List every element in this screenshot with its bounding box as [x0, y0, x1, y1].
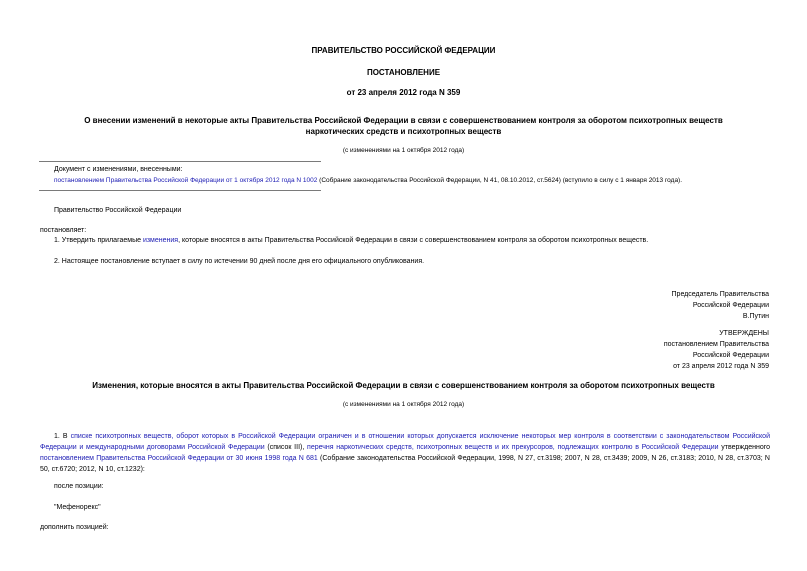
decree-681-link[interactable]: постановлением Правительства Российской Федерации от 30 июня 1998 года N 681 — [40, 455, 318, 462]
changes-paragraph-1: 1. В списке психотропных веществ, оборот которых в Российской Федерации ограничен и в отношении которых допускается исключение некоторых мер контроля в соответствии с законодательством Российской Федерации и международными договорами Российской Федерации (список III), перечня наркотических средств, психотропных веществ и их прекурсоров, подлежащих контролю в Российской Федерации утвержденного постановлением Правительства Российской Федерации от 30 июня 1998 года N 681 (Собрание законодательства Российской Федерации, 1998, N 27, ст.3198; 2007, N 28, ст.3439; 2009, N 26, ст.3183; 2010, N 28, ст.3703; N 50, ст.6720; 2012, N 10, ст.1232): — [40, 433, 771, 473]
changes-title: Изменения, которые вносятся в акты Правительства Российской Федерации в связи с совершенствованием контроля за оборотом психотропных веществ — [92, 381, 715, 390]
signature-line3: В.Путин — [742, 313, 769, 320]
divider-top — [39, 161, 321, 162]
item-1: 1. Утвердить прилагаемые изменения, которые вносятся в акты Правительства Российской Федерации в связи с совершенствованием контроля за оборотом психотропных веществ. — [54, 237, 649, 244]
date-number: от 23 апреля 2012 года N 359 — [346, 88, 461, 97]
doc-title-line1: О внесении изменений в некоторые акты Правительства Российской Федерации в связи с совершенствованием контроля за оборотом психотропных веществ — [84, 116, 723, 125]
after-position: после позиции: — [54, 483, 104, 490]
list-iii-link[interactable]: списке психотропных веществ, оборот которых в Российской Федерации ограничен и в отношении которых допускается исключение некоторых мер контроля в соответствии с законодательством Российской Федерации и международными договорами Российской Федерации — [40, 433, 770, 451]
approved-line1: УТВЕРЖДЕНЫ — [719, 330, 769, 337]
changes-reference: постановлением Правительства Российской Федерации от 1 октября 2012 года N 1002 (Собрание законодательства Российской Федерации, N 41, 08.10.2012, ст.5624) (вступило в силу с 1 января 2013 года). — [54, 177, 683, 184]
approved-line4: от 23 апреля 2012 года N 359 — [673, 363, 769, 370]
signature-line2: Российской Федерации — [692, 302, 769, 309]
issuer: Правительство Российской Федерации — [54, 207, 182, 214]
changes-intro: Документ с изменениями, внесенными: — [54, 166, 183, 173]
signature-line1: Председатель Правительства — [671, 291, 769, 298]
amended-note: (с изменениями на 1 октября 2012 года) — [342, 147, 465, 154]
approved-line2: постановлением Правительства — [663, 341, 769, 348]
add-position: дополнить позицией: — [40, 524, 109, 531]
item-2: 2. Настоящее постановление вступает в силу по истечении 90 дней после дня его официального опубликования. — [54, 258, 425, 265]
mefenorex-position: "Мефенорекс" — [54, 504, 101, 511]
changes-link[interactable]: изменения — [142, 237, 179, 244]
government-heading: ПРАВИТЕЛЬСТВО РОССИЙСКОЙ ФЕДЕРАЦИИ — [311, 46, 496, 55]
approved-line3: Российской Федерации — [692, 352, 769, 359]
approved-block — [664, 328, 769, 372]
divider-bottom — [39, 190, 321, 191]
amendment-link[interactable]: постановлением Правительства Российской Федерации от 1 октября 2012 года N 1002 — [54, 177, 318, 184]
changes-amended-note: (с изменениями на 1 октября 2012 года) — [342, 401, 465, 408]
drug-list-link[interactable]: перечня наркотических средств, психотропных веществ и их прекурсоров, подлежащих контролю в Российской Федерации — [307, 444, 719, 451]
signature-block — [672, 289, 769, 322]
doc-type-heading: ПОСТАНОВЛЕНИЕ — [366, 68, 441, 77]
doc-title-line2: наркотических средств и психотропных веществ — [305, 127, 502, 136]
resolves: постановляет: — [40, 227, 87, 234]
